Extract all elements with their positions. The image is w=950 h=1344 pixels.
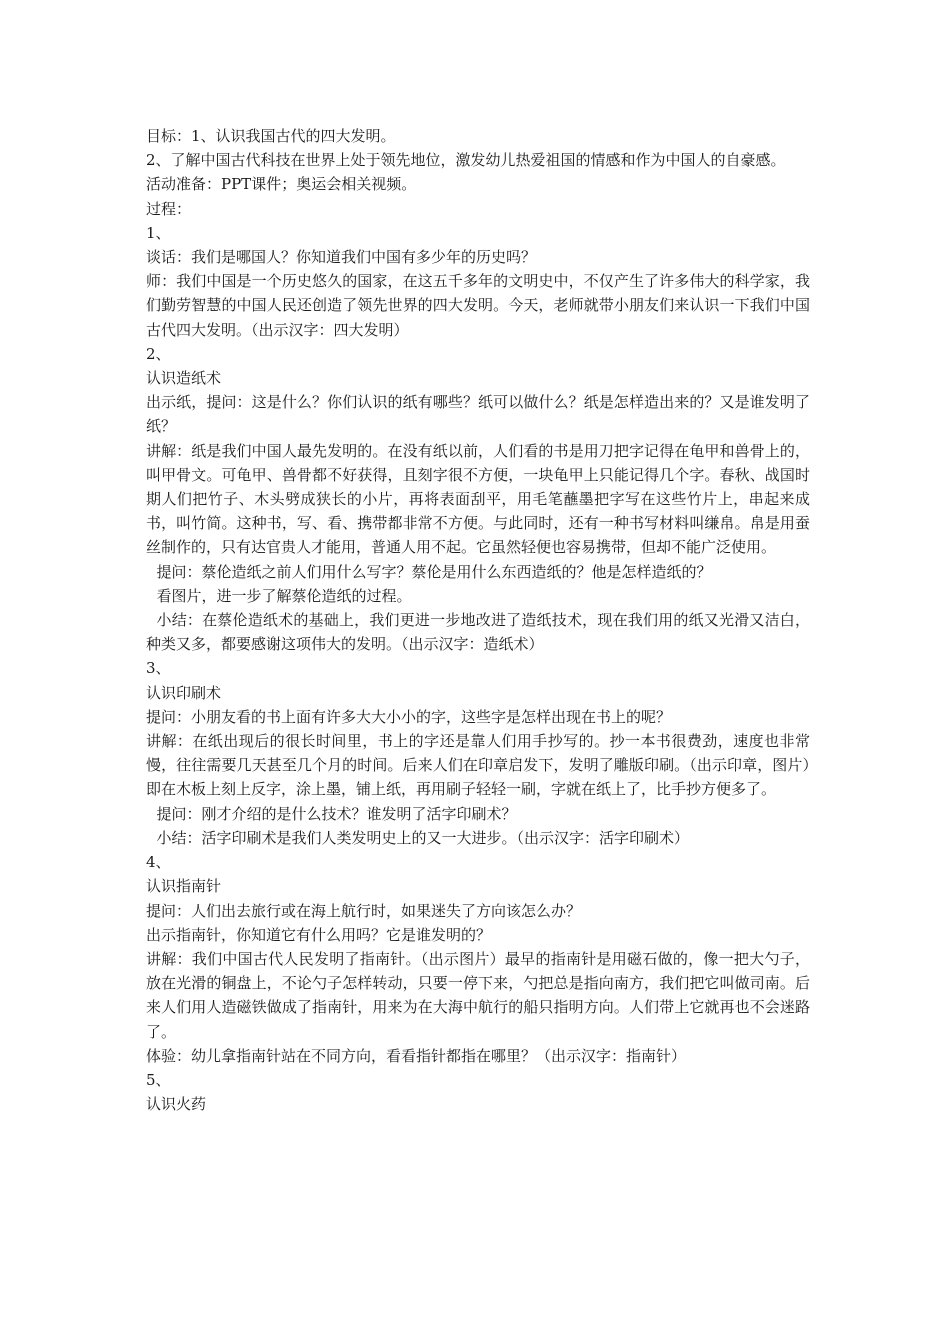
question-paragraph: 提问：蔡伦造纸之前人们用什么写字？蔡伦是用什么东西造纸的？他是怎样造纸的？ — [156, 562, 712, 581]
goal-line-2: 2、了解中国古代科技在世界上处于领先地位，激发幼儿热爱祖国的情感和作为中国人的自豪感。 — [146, 151, 786, 170]
experience-paragraph: 体验：幼儿拿指南针站在不同方向，看看指针都指在哪里？（出示汉字：指南针） — [146, 1046, 687, 1065]
question-paragraph: 提问：刚才介绍的是什么技术？谁发明了活字印刷术？ — [156, 804, 517, 823]
process-heading: 过程： — [146, 199, 192, 218]
summary-paragraph: 小结：活字印刷术是我们人类发明史上的又一大进步。（出示汉字：活字印刷术） — [156, 828, 690, 847]
explanation-paragraph: 讲解：在纸出现后的很长时间里，书上的字还是靠人们用手抄写的。抄一本书很费劲，速度也非常慢，往往需要几天甚至几个月的时间。后来人们在印章启发下，发明了雕版印刷。（出示印章，图片）即在木板上刻上反字，涂上墨，铺上纸，再用刷子轻轻一刷，字就在纸上了，比手抄方便多了。 — [146, 732, 810, 799]
preparation-line: 活动准备：PPT课件；奥运会相关视频。 — [146, 175, 417, 194]
explanation-paragraph: 讲解：纸是我们中国人最先发明的。在没有纸以前，人们看的书是用刀把字记得在龟甲和兽骨上的，叫甲骨文。可龟甲、兽骨都不好获得，且刻字很不方便，一块龟甲上只能记得几个字。春秋、战国时期人们把竹子、木头劈成狭长的小片，再将表面刮平，用毛笔蘸墨把字写在这些竹片上，串起来成书，叫竹简。这种书，写、看、携带都非常不方便。与此同时，还有一种书写材料叫缣帛。帛是用蚕丝制作的，只有达官贵人才能用，普通人用不起。它虽然轻便也容易携带，但却不能广泛使用。 — [146, 441, 810, 557]
section-heading-gunpowder: 认识火药 — [146, 1095, 207, 1114]
teacher-paragraph: 师：我们中国是一个历史悠久的国家，在这五千多年的文明史中，不仅产生了许多伟大的科学家，我们勤劳智慧的中国人民还创造了领先世界的四大发明。今天，老师就带小朋友们来认识一下我们中国古代四大发明。（出示汉字：四大发明） — [146, 272, 810, 339]
explanation-paragraph: 讲解：我们中国古代人民发明了指南针。（出示图片）最早的指南针是用磁石做的，像一把大勺子，放在光滑的铜盘上，不论勺子怎样转动，只要一停下来，勺把总是指向南方，我们把它叫做司南。后来人们用人造磁铁做成了指南针，用来为在大海中航行的船只指明方向。人们带上它就再也不会迷路了。 — [146, 949, 810, 1041]
section-heading-printing: 认识印刷术 — [146, 683, 222, 702]
step-number-4: 4、 — [146, 853, 171, 872]
step-number-1: 1、 — [146, 223, 171, 242]
document-page — [146, 124, 810, 1116]
question-paragraph: 出示纸，提问：这是什么？你们认识的纸有哪些？纸可以做什么？纸是怎样造出来的？又是谁发明了纸？ — [146, 393, 810, 436]
summary-paragraph: 小结：在蔡伦造纸术的基础上，我们更进一步地改进了造纸技术，现在我们用的纸又光滑又洁白，种类又多，都要感谢这项伟大的发明。（出示汉字：造纸术） — [146, 611, 810, 654]
goal-line: 目标：1、认识我国古代的四大发明。 — [146, 127, 396, 145]
question-paragraph: 提问：小朋友看的书上面有许多大大小小的字，这些字是怎样出现在书上的呢？ — [146, 707, 672, 726]
talk-paragraph: 谈话：我们是哪国人？你知道我们中国有多少年的历史吗？ — [146, 248, 537, 267]
section-heading-papermaking: 认识造纸术 — [146, 369, 222, 388]
section-heading-compass: 认识指南针 — [146, 877, 222, 896]
question-paragraph: 提问：人们出去旅行或在海上航行时，如果迷失了方向该怎么办？ — [146, 901, 582, 920]
picture-paragraph: 看图片，进一步了解蔡伦造纸的过程。 — [156, 586, 412, 605]
step-number-3: 3、 — [146, 659, 171, 678]
step-number-5: 5、 — [146, 1070, 171, 1089]
show-compass-paragraph: 出示指南针，你知道它有什么用吗？它是谁发明的？ — [146, 925, 492, 944]
step-number-2: 2、 — [146, 344, 171, 363]
